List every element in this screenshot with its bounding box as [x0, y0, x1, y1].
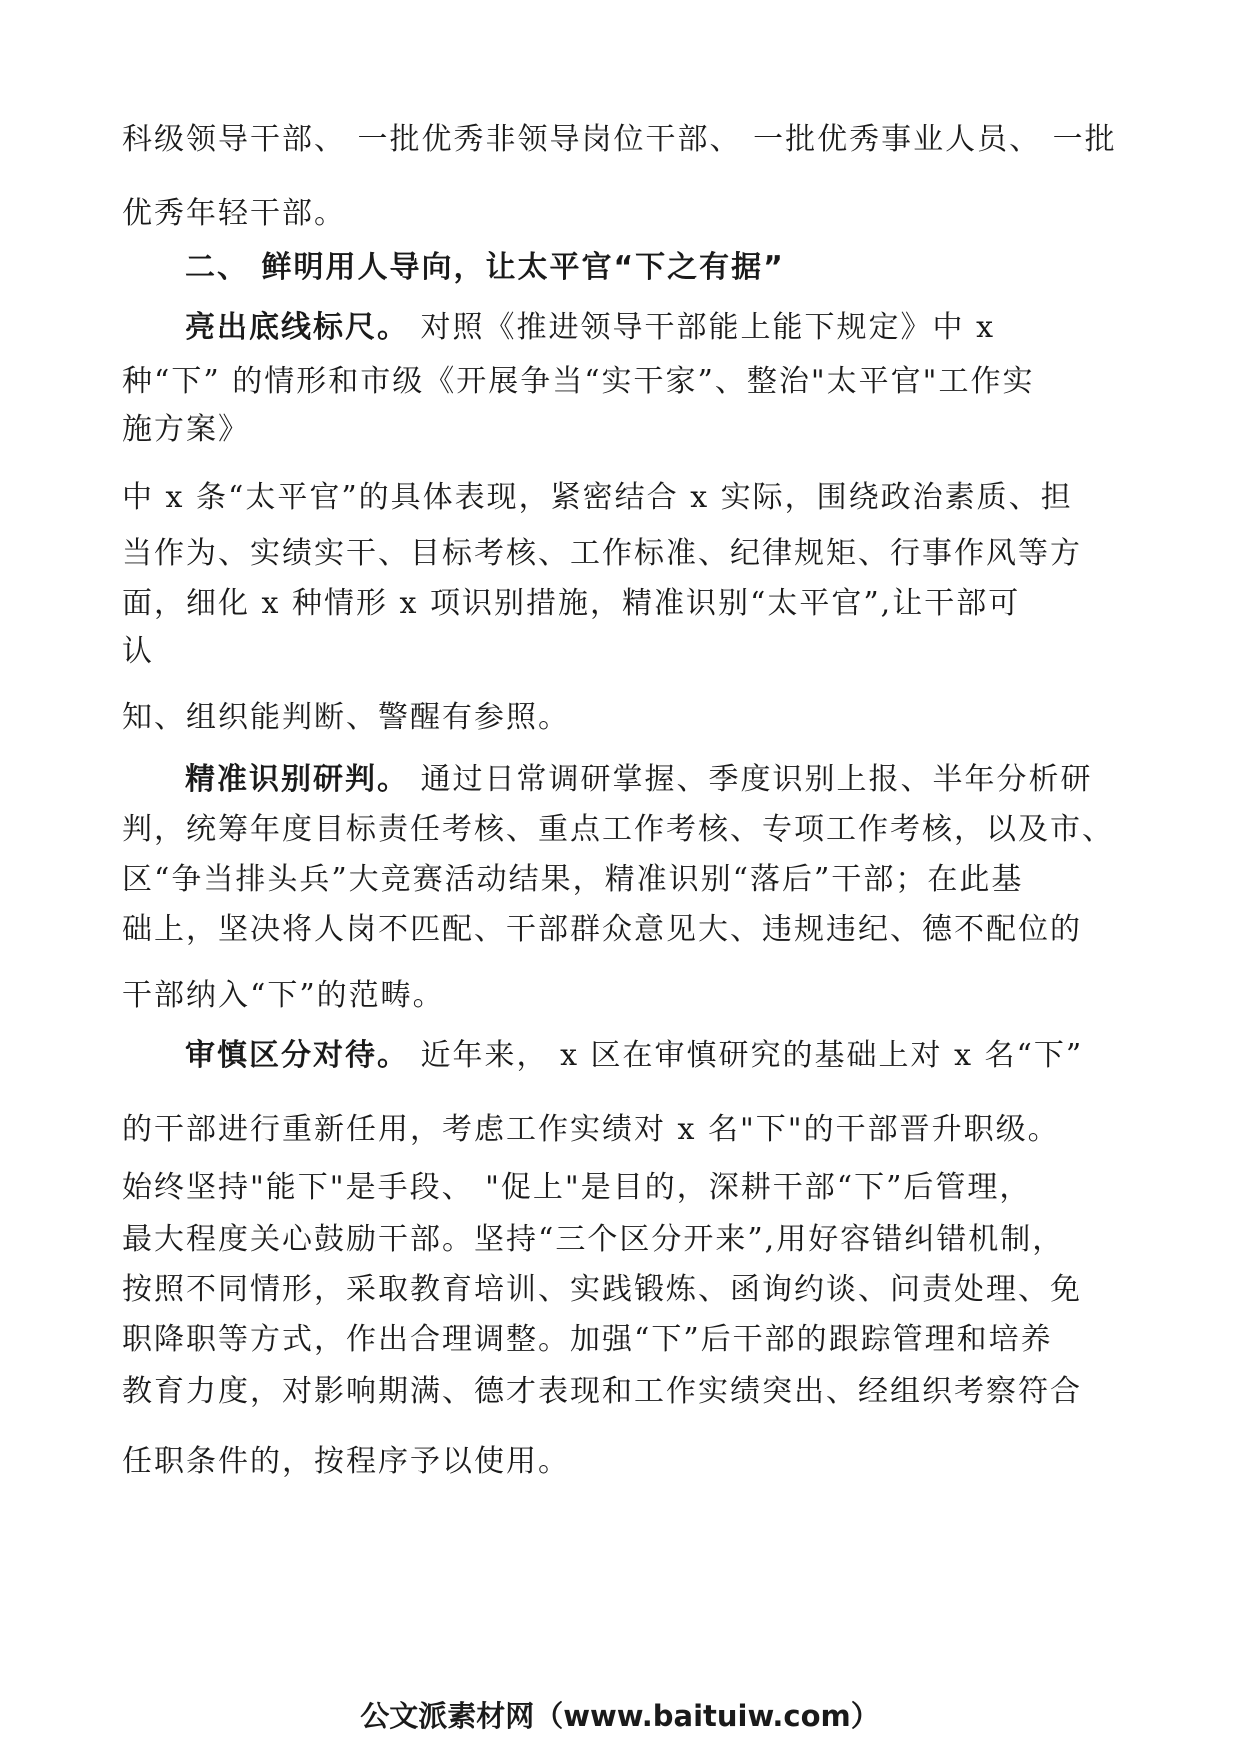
text-line: 的干部进行重新任用，考虑工作实绩对 x 名"下"的干部晋升职级。 — [122, 1112, 1060, 1147]
paragraph-text: 通过日常调研掌握、季度识别上报、半年分析研 — [420, 762, 1093, 797]
text-line: 施方案》 — [122, 412, 250, 447]
paragraph-first-line — [185, 1038, 1083, 1074]
paragraph-first-line — [185, 762, 1093, 798]
text-line: 当作为、实绩实干、目标考核、工作标准、纪律规矩、行事作风等方 — [122, 536, 1082, 571]
paragraph-text: 对照《推进领导干部能上能下规定》中 x — [420, 310, 996, 345]
text-line: 职降职等方式，作出合理调整。加强“下”后干部的跟踪管理和培养 — [122, 1322, 1053, 1357]
text-line: 中 x 条“太平官”的具体表现，紧密结合 x 实际，围绕政治素质、担 — [122, 480, 1073, 515]
footer-source: 公文派素材网（www.baituiw.com） — [360, 1699, 880, 1733]
text-line: 始终坚持"能下"是手段、 "促上"是目的，深耕干部“下”后管理， — [122, 1170, 1032, 1205]
paragraph-first-line — [185, 310, 995, 346]
section-heading: 二、 鲜明用人导向，让太平官“下之有据” — [185, 250, 785, 285]
paragraph-lead: 亮出底线标尺。 — [185, 310, 409, 345]
text-line: 认 — [122, 634, 154, 669]
text-line: 优秀年轻干部。 — [122, 196, 346, 231]
text-line: 科级领导干部、 一批优秀非领导岗位干部、 一批优秀事业人员、 一批 — [122, 122, 1117, 157]
text-line: 按照不同情形，采取教育培训、实践锻炼、函询约谈、问责处理、免 — [122, 1272, 1082, 1307]
text-line: 知、组织能判断、警醒有参照。 — [122, 700, 570, 735]
text-line: 区“争当排头兵”大竞赛活动结果，精准识别“落后”干部；在此基 — [122, 862, 1024, 897]
text-line: 任职条件的，按程序予以使用。 — [122, 1444, 570, 1479]
text-line: 判，统筹年度目标责任考核、重点工作考核、专项工作考核，以及市、 — [122, 812, 1114, 847]
text-line: 础上，坚决将人岗不匹配、干部群众意见大、违规违纪、德不配位的 — [122, 912, 1082, 947]
text-line: 最大程度关心鼓励干部。坚持“三个区分开来”,用好容错纠错机制， — [122, 1222, 1065, 1257]
text-line: 种“下” 的情形和市级《开展争当“实干家”、整治"太平官"工作实 — [122, 364, 1035, 399]
text-line: 干部纳入“下”的范畴。 — [122, 978, 445, 1013]
text-line: 面，细化 x 种情形 x 项识别措施，精准识别“太平官”,让干部可 — [122, 586, 1021, 621]
paragraph-text: 近年来， x 区在审慎研究的基础上对 x 名“下” — [420, 1038, 1084, 1073]
text-line: 教育力度，对影响期满、德才表现和工作实绩突出、经组织考察符合 — [122, 1374, 1082, 1409]
paragraph-lead: 审慎区分对待。 — [185, 1038, 409, 1073]
paragraph-lead: 精准识别研判。 — [185, 762, 409, 797]
